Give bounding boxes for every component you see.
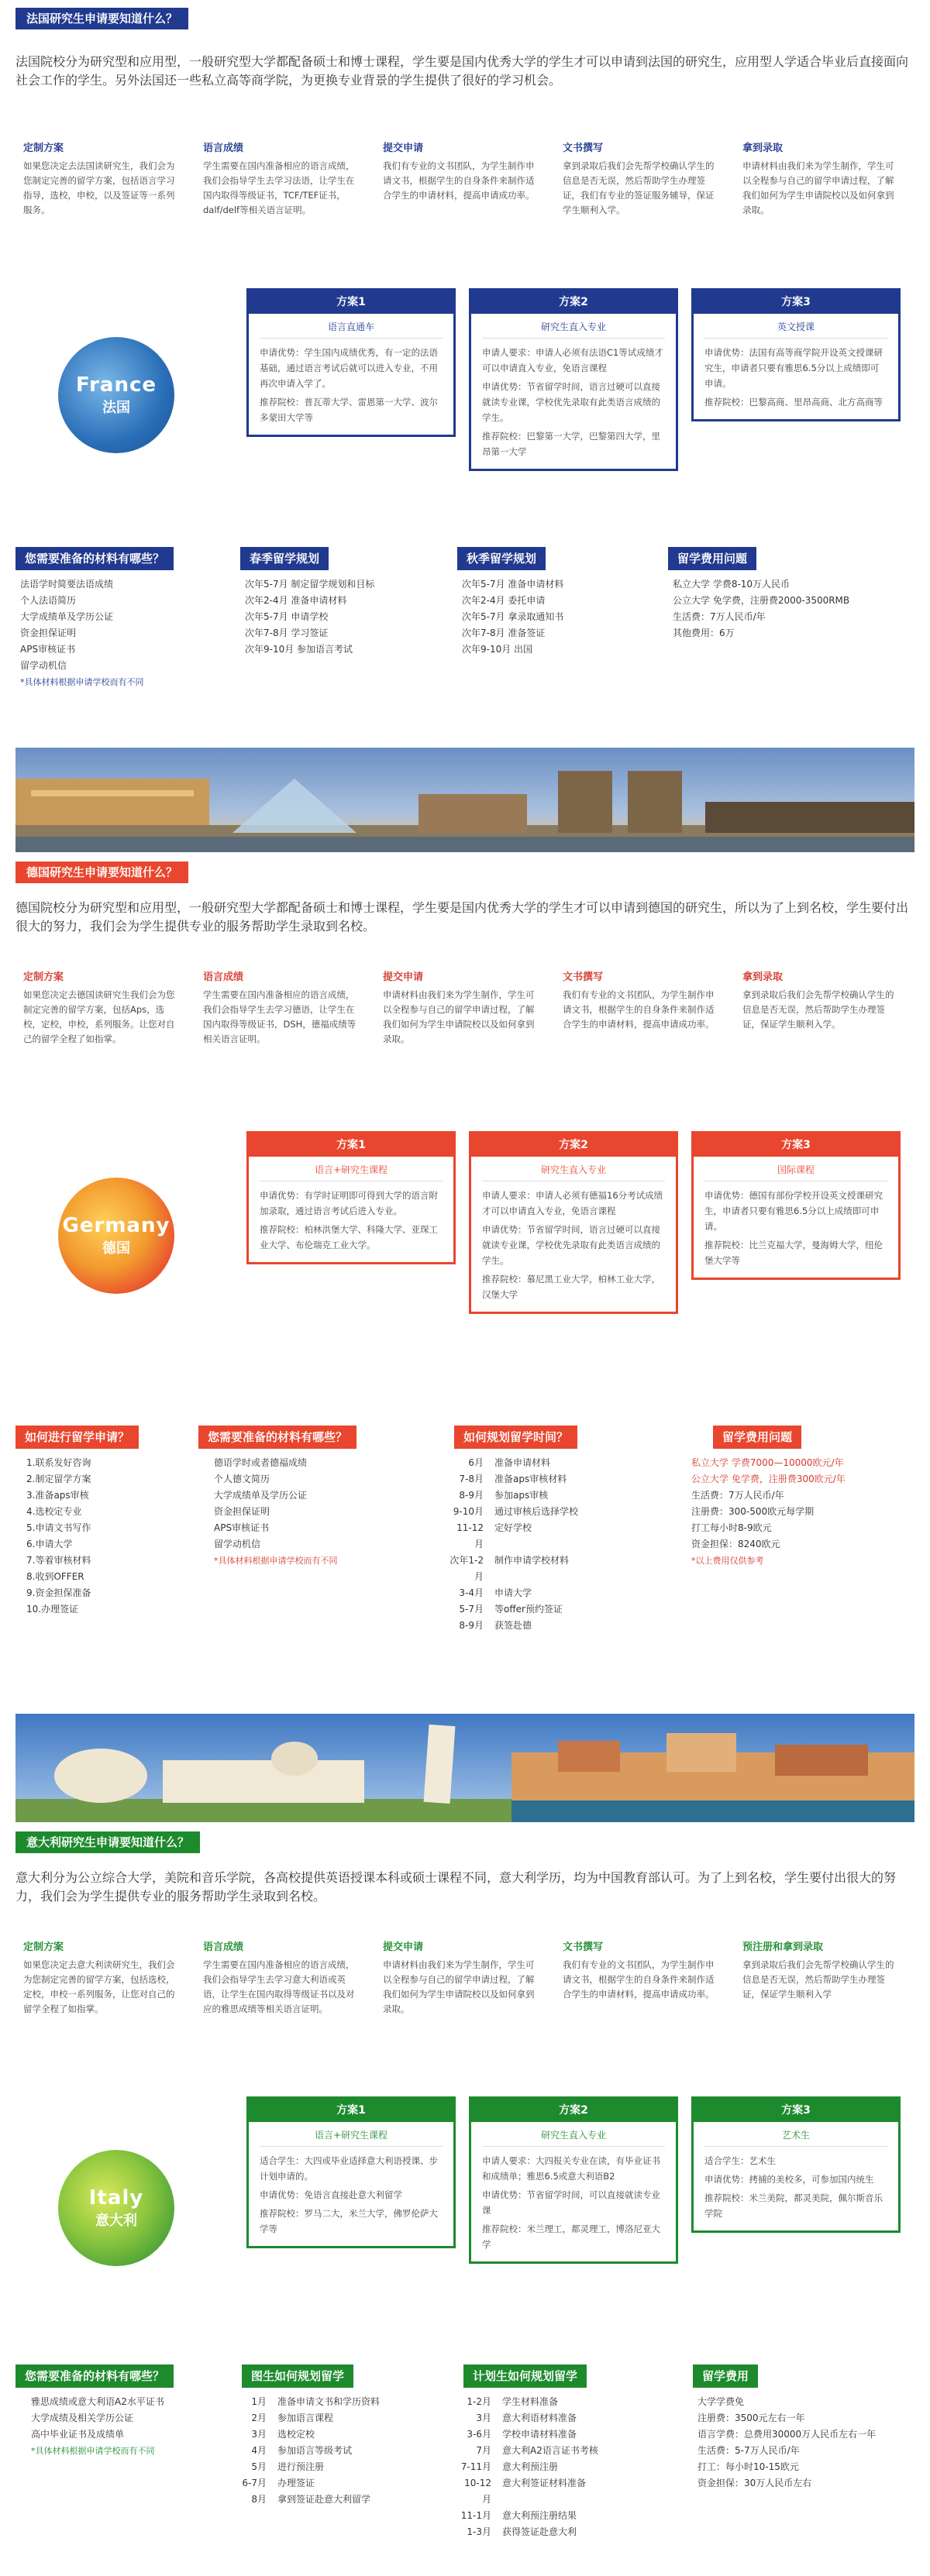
italy-list-4: 大学学费免 注册费：3500元左右一年 语言学费：总费用30000万人民币左右一年 生活费：5-7万人民币/年 打工：每小时10-15欧元 资金担保：30万人民币左右: [698, 2396, 877, 2488]
germany-list-2: 德语学时或者德福成绩 个人德文简历 大学成绩单及学历公证 资金担保证明 APS审核证书 留学动机信 *具体材料根据申请学校而有不同: [214, 1457, 338, 1566]
france-list-4-header: 留学费用问题: [668, 547, 756, 570]
germany-col-2: 语言成绩 学生需要在国内准备相应的语言成绩，我们会指导学生去学习德语，让学生在国内取得等级证书，DSH，德福成绩等相关语言证明。: [203, 972, 356, 1044]
france-list-3: 次年5-7月 准备申请材料 次年2-4月 委托申请 次年5-7月 拿录取通知书 次年7-8月 准备签证 次年9-10月 出国: [462, 579, 564, 655]
france-col-5: 拿到录取 申请材料由我们来为学生制作，学生可以全程参与自己的留学申请过程，了解我们如何为学生申请院校以及如何拿到录取。: [742, 143, 894, 215]
germany-col-1: 定制方案 如果您决定去德国读研究生我们会为您制定完善的留学方案，包括Aps，选校，定校，申校，系列服务。让您对自己的留学全程了如指掌。: [23, 972, 175, 1044]
italy-list-1: 雅思成绩或意大利语A2水平证书 大学成绩及相关学历公证 高中毕业证书及成绩单 *具体材料根据申请学校而有不同: [31, 2396, 164, 2456]
france-list-4: 私立大学 学费8-10万人民币 公立大学 免学费，注册费2000-3500RMB 生活费：7万人民币/年 其他费用：6万: [673, 579, 850, 638]
france-col-3: 提交申请 我们有专业的文书团队，为学生制作申请文书，根据学生的自身条件来制作适合学生的申请材料，提高申请成功率。: [383, 143, 535, 201]
france-list-1: 法语学时简要法语成绩 个人法语简历 大学成绩单及学历公证 资金担保证明 APS审核证书 留学动机信 *具体材料根据申请学校而有不同: [20, 579, 144, 687]
france-intro: 法国院校分为研究型和应用型，一般研究型大学都配备硕士和博士课程，学生要是国内优秀大学的学生才可以申请到法国的研究生，应用型人学适合毕业后直接面向社会工作的学生。另外法国还一些私立高等商学院，为更换专业背景的学生提供了很好的学习机会。: [16, 54, 909, 88]
germany-badge: Germany 德国: [58, 1178, 174, 1294]
germany-list-4-header: 留学费用问题: [713, 1426, 801, 1449]
italy-plan-2: 方案2 研究生直入专业 申请人要求：大四报关专业在读，有毕业证书和成绩单；雅思6.5或意大利语B2 申请优势：节省留学时间，可以直接就读专业课 推荐院校：米兰理工，都灵理工，博洛尼亚大学: [469, 2096, 678, 2264]
italy-col-4: 文书撰写 我们有专业的文书团队，为学生制作申请文书，根据学生的自身条件来制作适合学生的申请材料，提高申请成功率。: [563, 1941, 715, 2000]
germany-list-1-header: 如何进行留学申请？: [16, 1426, 139, 1449]
germany-list-3-header: 如何规划留学时间？: [454, 1426, 577, 1449]
italy-title: 意大利研究生申请要知道什么？: [16, 1831, 200, 1853]
italy-plan-1: 方案1 语言+研究生课程 适合学生：大四或毕业适择意大利语授课、步计划申请的。 申请优势：免语言直接赴意大利留学 推荐院校：罗马二大，米兰大学，佛罗伦萨大学等: [246, 2096, 456, 2248]
germany-list-3: 6月 准备申请材料 7-8月 准备aps审核材料 8-9月 参加aps审核 9-10月 通过审核后选择学校 11-12月 定好学校 次年1-2月 制作申请学校材料 3-4月 申请大学 5-7月 等offer预约签证 8-9月 获签赴德: [450, 1457, 579, 1631]
france-photo: [16, 748, 914, 852]
france-list-3-header: 秋季留学规划: [457, 547, 546, 570]
france-title: 法国研究生申请要知道什么？: [16, 8, 188, 29]
germany-intro: 德国院校分为研究型和应用型，一般研究型大学都配备硕士和博士课程，学生要是国内优秀大学的学生才可以申请到德国的研究生，所以为了上到名校，学生要付出很大的努力，我们会为学生提供专业的服务帮助学生录取到名校。: [16, 900, 909, 934]
italy-badge: Italy 意大利: [58, 2150, 174, 2266]
pisa-venice-image: [16, 1714, 914, 1822]
germany-col-3: 提交申请 申请材料由我们来为学生制作，学生可以全程参与自己的留学申请过程，了解我们如何为学生申请院校以及如何拿到录取。: [383, 972, 535, 1044]
italy-col-5: 预注册和拿到录取 拿到录取后我们会先帮学校确认学生的信息是否无误，然后帮助学生办理签证，保证学生顺利入学: [742, 1941, 894, 2000]
italy-list-2: 1月 准备申请文书和学历资料 2月 参加语言课程 3月 选校定校 4月 参加语言等级考试 5月 进行预注册 6-7月 办理签证 8月 拿到签证赴意大利留学: [242, 2396, 381, 2505]
italy-col-2: 语言成绩 学生需要在国内准备相应的语言成绩，我们会指导学生去学习意大利语或英语，让学生在国内取得等级证书以及对应的雅思成绩等相关语言证明。: [203, 1941, 355, 2014]
germany-plan-1: 方案1 语言+研究生课程 申请优势：有学时证明即可得到大学的语言附加录取，通过语言考试后进入专业。 推荐院校：柏林洪堡大学、科隆大学、亚琛工业大学、布伦瑞克工业大学。: [246, 1131, 456, 1264]
italy-list-3-header: 计划生如何规划留学: [463, 2364, 587, 2388]
germany-plan-2: 方案2 研究生直入专业 申请人要求：申请人必须有德福16分考试成绩才可以申请直入专业，免语言课程 申请优势：节省留学时间，语言过硬可以直接就读专业课，学校优先录取有此类语言成绩的学生。 推荐院校：慕尼黑工业大学，柏林工业大学，汉堡大学: [469, 1131, 678, 1314]
italy-intro: 意大利分为公立综合大学，美院和音乐学院，各高校提供英语授课本科或硕士课程不同，意大利学历，均为中国教育部认可。为了上到名校，学生要付出很大的努力，我们会为学生提供专业的服务帮助学生录取到名校。: [16, 1870, 897, 1904]
italy-list-4-header: 留学费用: [693, 2364, 758, 2388]
germany-list-2-header: 您需要准备的材料有哪些？: [198, 1426, 356, 1449]
france-plan-2: 方案2 研究生直入专业 申请人要求：申请人必须有法语C1等试成绩才可以申请直入专业，免语言课程 申请优势：节省留学时间，语言过硬可以直接就读专业课，学校优先录取有此类语言成绩的学生。 推荐院校：巴黎第一大学，巴黎第四大学，里昂第一大学: [469, 288, 678, 471]
germany-list-4: 私立大学 学费7000—10000欧元/年 公立大学 免学费，注册费300欧元/年 生活费：7万人民币/年 注册费：300-500欧元每学期 打工每小时8-9欧元 资金担保：8240欧元 *以上费用仅供参考: [691, 1457, 846, 1566]
germany-plan-3: 方案3 国际课程 申请优势：德国有部份学校开设英文授课研究生，申请者只要有雅思6.5分以上成绩即可申请。 推荐院校：比兰克福大学，曼海姆大学，纽伦堡大学等: [691, 1131, 901, 1280]
italy-col-3: 提交申请 申请材料由我们来为学生制作，学生可以全程参与自己的留学申请过程，了解我们如何为学生申请院校以及如何拿到录取。: [383, 1941, 535, 2014]
paris-skyline-image: [16, 748, 914, 852]
italy-list-2-header: 图生如何规划留学: [242, 2364, 353, 2388]
france-col-4: 文书撰写 拿到录取后我们会先帮学校确认学生的信息是否无误，然后帮助学生办理签证，我们有专业的签证服务辅导，保证学生顺利入学。: [563, 143, 715, 215]
france-col-2: 语言成绩 学生需要在国内准备相应的语言成绩，我们会指导学生去学习法语，让学生在国内取得等级证书，TCF/TEF证书，dalf/delf等相关语言证明。: [203, 143, 355, 215]
france-plan-3: 方案3 英文授课 申请优势：法国有高等商学院开设英文授课研究生，申请者只要有雅思6.5分以上成绩即可申请。 推荐院校：巴黎高商、里昂高商、北方高商等: [691, 288, 901, 421]
germany-list-1: 1.联系发好咨询 2.制定留学方案 3.准备aps审核 4.选校定专业 5.申请文书写作 6.申请大学 7.等着审核材料 8.收到OFFER 9.资金担保准备 10.办理签证: [26, 1457, 91, 1615]
italy-plan-3: 方案3 艺术生 适合学生：艺术生 申请优势：拷捕的美校多，可参加国内统生 推荐院校：米兰美院，都灵美院，佩尔斯音乐学院: [691, 2096, 901, 2233]
italy-list-3: 1-2月 学生材料准备 3月 意大利语材料准备 3-6月 学校申请材料准备 7月 意大利A2语言证书考核 7-11月 意大利预注册 10-12月 意大利签证材料准备 11-1月 意大利预注册结果 1-3月 获得签证赴意大利: [460, 2396, 598, 2537]
france-badge: France 法国: [58, 337, 174, 453]
italy-photo: [16, 1714, 914, 1822]
france-list-1-header: 您需要准备的材料有哪些？: [16, 547, 174, 570]
italy-col-1: 定制方案 如果您决定去意大利读研究生，我们会为您制定完善的留学方案，包括选校，定校，申校一系列服务，让您对自己的留学全程了如指掌。: [23, 1941, 175, 2014]
germany-title: 德国研究生申请要知道什么？: [16, 862, 188, 883]
germany-col-5: 拿到录取 拿到录取后我们会先帮学校确认学生的信息是否无误，然后帮助学生办理签证，保证学生顺利入学。: [742, 972, 894, 1030]
france-list-2-header: 春季留学规划: [240, 547, 329, 570]
germany-col-4: 文书撰写 我们有专业的文书团队，为学生制作申请文书，根据学生的自身条件来制作适合学生的申请材料，提高申请成功率。: [563, 972, 715, 1030]
france-list-2: 次年5-7月 制定留学规划和目标 次年2-4月 准备申请材料 次年5-7月 申请学校 次年7-8月 学习签证 次年9-10月 参加语言考试: [245, 579, 375, 655]
france-plan-1: 方案1 语言直通车 申请优势：学生国内成绩优秀，有一定的法语基础，通过语言考试后就可以进入专业，不用再次申请入学了。 推荐院校：普瓦蒂大学、雷恩第一大学、波尔多蒙田大学等: [246, 288, 456, 437]
italy-list-1-header: 您需要准备的材料有哪些？: [16, 2364, 174, 2388]
france-col-1: 定制方案 如果您决定去法国读研究生，我们会为您制定完善的留学方案，包括语言学习指导，选校，申校，以及签证等一系列服务。: [23, 143, 175, 215]
